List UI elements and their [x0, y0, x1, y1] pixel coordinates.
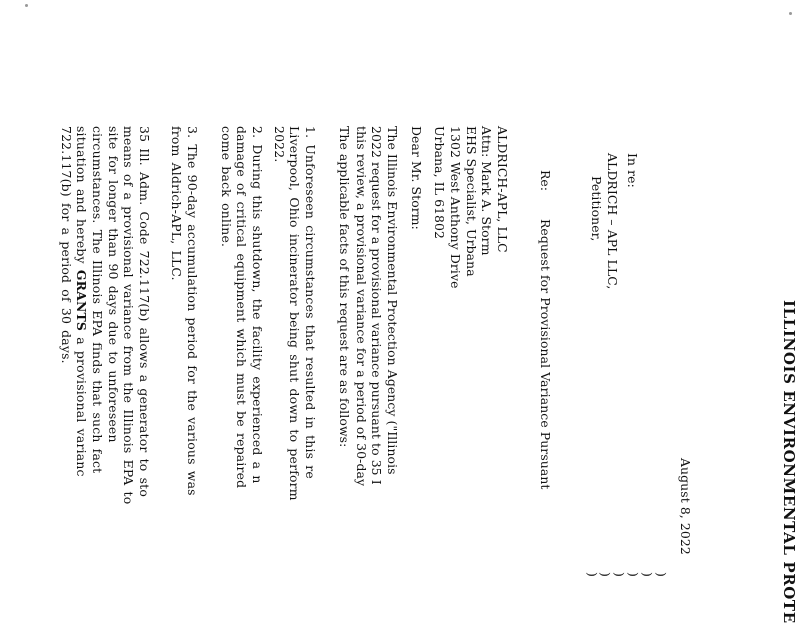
paragraph-line: 3. The 90-day accumulation period for the various was — [185, 126, 200, 496]
paragraph-line: circumstances. The Illinois EPA finds that such fact — [90, 126, 106, 474]
paragraph-line: means of a provisional variance from the Illinois EPA to — [121, 126, 137, 505]
re-label: Re: — [538, 170, 553, 192]
caption-brackets — [585, 572, 668, 577]
salutation: Dear Mr. Storm: — [409, 126, 424, 230]
petitioner-role: Petitioner, — [589, 176, 604, 242]
paragraph-line: Liverpool, Ohio incinerator being shut down to perform — [287, 126, 303, 501]
scan-speck — [789, 12, 792, 15]
bracket: ) — [612, 572, 628, 577]
address-line: EHS Specialist, Urbana — [463, 126, 479, 277]
facts-intro: The applicable facts of this request are as follows: — [337, 126, 352, 448]
fact-3-paragraph — [169, 126, 200, 496]
paragraph-line: 1. Unforeseen circumstances that resulted in this re — [303, 126, 318, 479]
bracket: ) — [584, 572, 600, 577]
paragraph-line: 2. During this shutdown, the facility experienced a n — [250, 126, 265, 484]
re-subject: Request for Provisional Variance Pursuant — [538, 219, 553, 490]
paragraph-line: come back online. — [218, 126, 234, 248]
paragraph-line: 2022. — [271, 126, 287, 163]
paragraph-line: 2022 request for a provisional variance pursuant to 35 I — [369, 126, 385, 485]
paragraph-line — [74, 126, 90, 504]
bracket: ) — [598, 572, 614, 577]
bracket: ) — [626, 572, 642, 577]
fact-2-paragraph — [218, 126, 265, 488]
paragraph-line: 35 Ill. Adm. Code 722.117(b) allows a generator to sto — [137, 126, 152, 497]
agency-title: ILLINOIS ENVIRONMENTAL PROTE — [780, 300, 798, 624]
intro-paragraph — [353, 126, 400, 486]
scan-speck — [25, 4, 28, 7]
grant-text-before: situation and hereby — [74, 126, 90, 270]
paragraph-line: The Illinois Environmental Protection Agency ("Illinois — [385, 126, 400, 475]
petitioner-name: ALDRICH – APL LLC, — [605, 153, 620, 290]
grants-emphasis: GRANTS — [74, 269, 90, 332]
bracket: ) — [640, 572, 656, 577]
grant-text-after: a provisional varianc — [74, 331, 90, 477]
paragraph-line: this review, a provisional variance for a period of 30-day — [353, 126, 369, 487]
bracket: ) — [654, 572, 669, 577]
address-line: 1302 West Anthony Drive — [448, 126, 464, 289]
letter-date: August 8, 2022 — [678, 458, 693, 555]
paragraph-line: damage of critical equipment which must be repaired — [234, 126, 250, 489]
regulation-paragraph — [58, 126, 152, 504]
recipient-address — [432, 126, 510, 289]
address-line: Attn: Mark A. Storm — [479, 126, 495, 256]
in-re-label: In re: — [625, 153, 640, 188]
paragraph-line: 722.117(b) for a period of 30 days. — [58, 126, 74, 364]
paragraph-line: site for longer than 90 days due to unforeseen — [105, 126, 121, 443]
fact-1-paragraph — [271, 126, 318, 501]
address-line: Urbana, IL 61802 — [432, 126, 448, 240]
address-line: ALDRICH-APL, LLC — [495, 126, 510, 253]
paragraph-line: from Aldrich-APL, LLC. — [169, 126, 185, 281]
